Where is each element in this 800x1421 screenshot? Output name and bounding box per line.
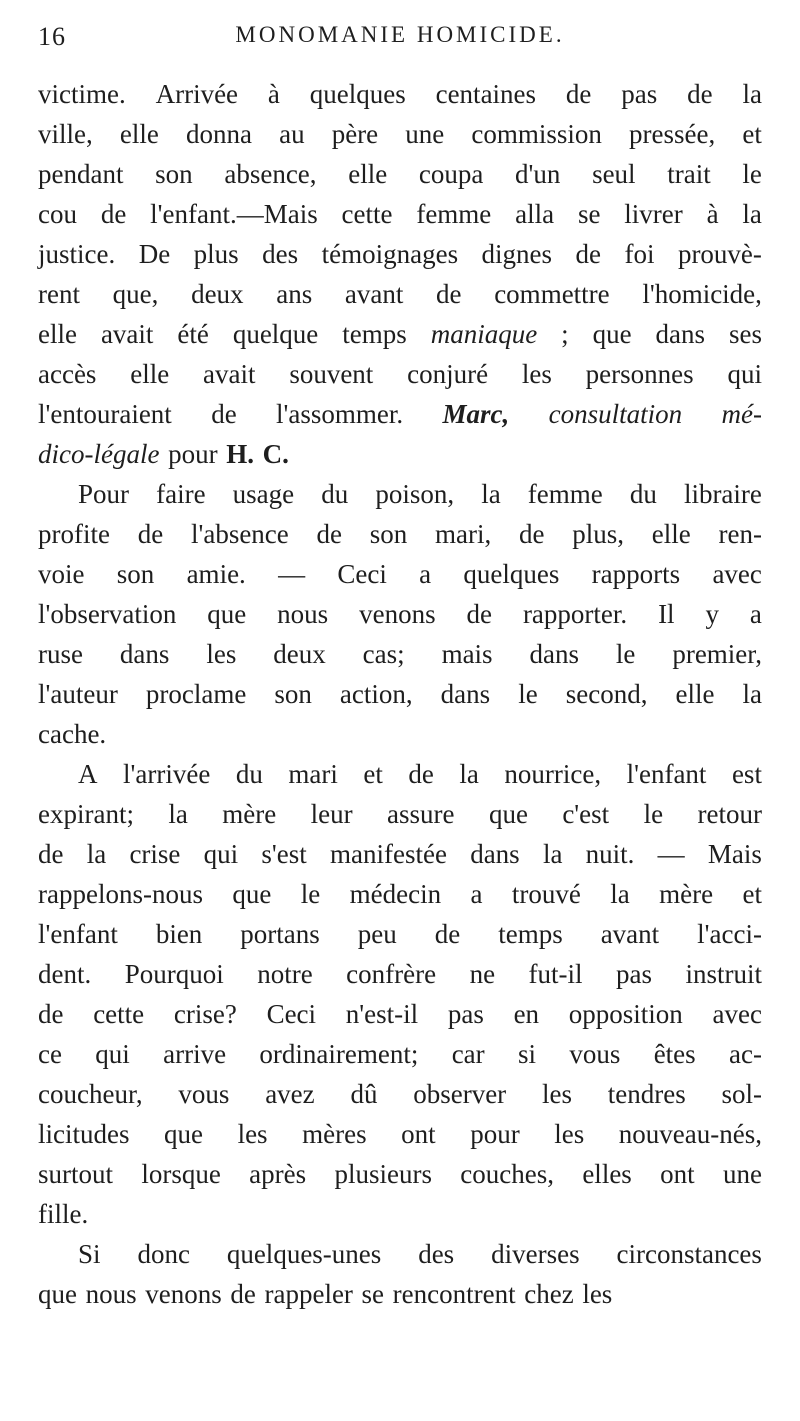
word: profite	[38, 519, 110, 549]
word: Arrivée	[155, 79, 239, 109]
word: souvent	[289, 359, 374, 389]
word: cou	[38, 199, 77, 229]
word: que,	[112, 279, 159, 309]
word: rapporter.	[522, 599, 628, 629]
word: poison,	[375, 479, 455, 509]
word: de	[38, 839, 64, 869]
word: si	[518, 1039, 537, 1069]
word: Il	[658, 599, 675, 629]
word: dico-légale	[38, 439, 160, 469]
word: avez	[265, 1079, 315, 1109]
word: deux	[273, 639, 326, 669]
word: elle	[348, 159, 388, 189]
text-line	[38, 1074, 762, 1114]
word: dans	[529, 639, 579, 669]
word: avant	[600, 919, 660, 949]
word: plus,	[572, 519, 625, 549]
word: nuit.	[585, 839, 635, 869]
word: elle	[130, 359, 170, 389]
text-line	[38, 674, 762, 714]
word: la	[86, 839, 107, 869]
text-line	[38, 1034, 762, 1074]
word: de	[230, 1279, 256, 1309]
word: tendres	[607, 1079, 686, 1109]
word: quelques	[309, 79, 406, 109]
word: nous	[277, 599, 329, 629]
word: voie	[38, 559, 85, 589]
word: commettre	[494, 279, 610, 309]
word: quelque	[232, 319, 319, 349]
word: elles	[582, 1159, 632, 1189]
word: en	[513, 999, 540, 1029]
word: personnes	[585, 359, 694, 389]
word: surtout	[38, 1159, 114, 1189]
word: mais	[441, 639, 493, 669]
page-header	[38, 22, 762, 62]
word: l'absence	[190, 519, 289, 549]
word: donc	[137, 1239, 190, 1269]
word: plus	[193, 239, 239, 269]
word: nourrice,	[504, 759, 602, 789]
word: mari,	[435, 519, 492, 549]
word: fut-il	[528, 959, 583, 989]
word: ne	[469, 959, 496, 989]
word: l'homicide,	[642, 279, 762, 309]
word: l'observation	[38, 599, 177, 629]
word: leur	[310, 799, 353, 829]
word: de	[316, 519, 343, 549]
word: faire	[156, 479, 206, 509]
word: de	[100, 199, 127, 229]
word: plusieurs	[334, 1159, 432, 1189]
text-line	[38, 594, 762, 634]
word: c'est	[562, 799, 610, 829]
word: A	[78, 759, 98, 789]
word: Si	[78, 1239, 101, 1269]
word: chez	[524, 1279, 574, 1309]
word: rent	[38, 279, 80, 309]
word: l'auteur	[38, 679, 118, 709]
word: la	[610, 879, 630, 909]
word: les	[521, 359, 552, 389]
word: donna	[185, 119, 252, 149]
text-line	[38, 994, 762, 1034]
word: accès	[38, 359, 97, 389]
word: Marc,	[442, 399, 510, 429]
word: Pourquoi	[124, 959, 224, 989]
word: ont	[401, 1119, 436, 1149]
word: ans	[276, 279, 313, 309]
word: ren-	[718, 519, 762, 549]
word: maniaque	[430, 319, 538, 349]
body-text	[38, 74, 762, 1314]
word: les	[554, 1119, 585, 1149]
word: peu	[357, 919, 397, 949]
word: temps	[498, 919, 563, 949]
word: été	[177, 319, 209, 349]
word: H.	[226, 439, 254, 469]
word: son	[369, 519, 408, 549]
word: elle	[38, 319, 77, 349]
text-line	[38, 874, 762, 914]
word: la	[168, 799, 188, 829]
word: ont	[660, 1159, 695, 1189]
word: Pour	[78, 479, 130, 509]
word: l'acci-	[697, 919, 762, 949]
word: deux	[191, 279, 244, 309]
word: dans	[119, 639, 170, 669]
word: se	[577, 199, 601, 229]
word: du	[629, 479, 657, 509]
word: elle	[675, 679, 715, 709]
word: femme	[416, 199, 492, 229]
word: au	[279, 119, 305, 149]
word: rapports	[591, 559, 681, 589]
word: vous	[569, 1039, 621, 1069]
word: opposition	[568, 999, 683, 1029]
word: femme	[527, 479, 603, 509]
word: victime.	[38, 79, 126, 109]
word: pour	[168, 439, 218, 469]
word: premier,	[672, 639, 762, 669]
word: couches,	[460, 1159, 554, 1189]
word: ville,	[38, 119, 93, 149]
text-line	[38, 194, 762, 234]
word: Ceci	[266, 999, 317, 1029]
word: médecin	[349, 879, 442, 909]
word: cas;	[362, 639, 405, 669]
word: Ceci	[337, 559, 387, 589]
word: ruse	[38, 639, 83, 669]
text-line	[38, 394, 762, 434]
word: son	[274, 679, 312, 709]
word: elle	[119, 119, 159, 149]
word: libraire	[683, 479, 762, 509]
word: dans	[470, 839, 520, 869]
text-line	[38, 834, 762, 874]
word: —	[657, 839, 685, 869]
word: observer	[413, 1079, 507, 1109]
word: Mais	[707, 839, 762, 869]
word: bien	[155, 919, 203, 949]
text-line	[38, 474, 762, 514]
word: notre	[257, 959, 313, 989]
word: de	[137, 519, 164, 549]
word: la	[742, 79, 762, 109]
word: que	[164, 1119, 204, 1149]
word: êtes	[653, 1039, 696, 1069]
text-line	[38, 74, 762, 114]
word: retour	[697, 799, 762, 829]
text-line	[38, 1114, 762, 1154]
word: coupa	[418, 159, 484, 189]
word: se	[361, 1279, 385, 1309]
word: des	[418, 1239, 455, 1269]
word: coucheur,	[38, 1079, 143, 1109]
word: les	[541, 1079, 572, 1109]
text-line	[38, 234, 762, 274]
text-line	[38, 714, 762, 754]
word: quelques-unes	[226, 1239, 382, 1269]
word: crise?	[173, 999, 237, 1029]
word: pas	[447, 999, 484, 1029]
text-line	[38, 1274, 762, 1314]
word: sol-	[721, 1079, 762, 1109]
word: de	[408, 759, 434, 789]
word: circonstances	[616, 1239, 762, 1269]
word: le	[615, 639, 636, 669]
word: avait	[100, 319, 154, 349]
word: vous	[178, 1079, 230, 1109]
word: mari	[288, 759, 338, 789]
word: seul	[592, 159, 636, 189]
word: lorsque	[141, 1159, 221, 1189]
word: ses	[729, 319, 762, 349]
word: dignes	[481, 239, 553, 269]
text-line	[38, 154, 762, 194]
word: le	[643, 799, 664, 829]
word: pendant	[38, 159, 124, 189]
text-line	[38, 1154, 762, 1194]
word: une	[405, 119, 445, 149]
word: les	[237, 1119, 268, 1149]
word: une	[722, 1159, 762, 1189]
text-line	[38, 314, 762, 354]
word: dans	[440, 679, 491, 709]
word: confrère	[346, 959, 437, 989]
word: venons	[145, 1279, 222, 1309]
word: temps	[342, 319, 407, 349]
word: —	[278, 559, 306, 589]
word: de	[434, 919, 461, 949]
word: crise	[129, 839, 181, 869]
word: père	[331, 119, 379, 149]
word: que	[592, 319, 632, 349]
word: fille.	[38, 1199, 89, 1229]
word: de	[575, 239, 601, 269]
word: de	[436, 279, 462, 309]
word: mères	[302, 1119, 367, 1149]
text-line	[38, 1194, 762, 1234]
word: du	[235, 759, 263, 789]
word: et	[363, 759, 383, 789]
word: licitudes	[38, 1119, 130, 1149]
word: conjuré	[407, 359, 489, 389]
text-line	[38, 514, 762, 554]
word: consultation	[548, 399, 683, 429]
word: mé-	[721, 399, 762, 429]
word: des	[262, 239, 299, 269]
word: venons	[359, 599, 436, 629]
word: à	[706, 199, 719, 229]
word: expirant;	[38, 799, 134, 829]
word: C.	[262, 439, 289, 469]
word: du	[321, 479, 349, 509]
word: que	[232, 879, 272, 909]
word: est	[731, 759, 762, 789]
word: que	[488, 799, 528, 829]
text-line	[38, 274, 762, 314]
word: d'un	[515, 159, 561, 189]
word: le	[300, 879, 321, 909]
word: trouvé	[511, 879, 581, 909]
word: après	[249, 1159, 307, 1189]
word: avec	[712, 999, 762, 1029]
word: car	[451, 1039, 485, 1069]
word: commission	[471, 119, 602, 149]
text-line	[38, 914, 762, 954]
word: les	[582, 1279, 613, 1309]
text-line	[38, 354, 762, 394]
word: mère	[222, 799, 277, 829]
text-line	[38, 434, 762, 474]
word: cette	[93, 999, 145, 1029]
word: pour	[470, 1119, 520, 1149]
word: portans	[240, 919, 320, 949]
running-title: MONOMANIE HOMICIDE.	[235, 22, 565, 47]
page-number: 16	[38, 22, 66, 51]
word: dent.	[38, 959, 92, 989]
word: ;	[561, 319, 569, 349]
word: a	[419, 559, 432, 589]
word: usage	[232, 479, 295, 509]
text-line	[38, 634, 762, 674]
word: que	[207, 599, 247, 629]
word: cache.	[38, 719, 107, 749]
word: rappelons-nous	[38, 879, 203, 909]
word: pressée,	[629, 119, 716, 149]
word: a	[470, 879, 483, 909]
word: arrive	[163, 1039, 227, 1069]
word: le	[742, 159, 762, 189]
word: trait	[667, 159, 711, 189]
word: l'enfant	[626, 759, 707, 789]
word: amie.	[186, 559, 246, 589]
word: de	[687, 79, 713, 109]
text-line	[38, 1234, 762, 1274]
word: de	[519, 519, 545, 549]
word: pas	[621, 79, 658, 109]
word: proclame	[145, 679, 247, 709]
word: ordinairement;	[259, 1039, 419, 1069]
word: action,	[339, 679, 413, 709]
text-line	[38, 114, 762, 154]
word: qui	[727, 359, 762, 389]
word: la	[542, 839, 563, 869]
word: cette	[341, 199, 393, 229]
word: assure	[387, 799, 455, 829]
word: livrer	[624, 199, 683, 229]
word: avait	[203, 359, 256, 389]
word: la	[742, 199, 762, 229]
word: instruit	[685, 959, 762, 989]
text-line	[38, 554, 762, 594]
word: nous	[85, 1279, 137, 1309]
text-line	[38, 954, 762, 994]
word: avant	[344, 279, 404, 309]
word: de	[565, 79, 592, 109]
word: De	[138, 239, 171, 269]
word: diverses	[491, 1239, 580, 1269]
word: que	[38, 1279, 77, 1309]
word: l'enfant.—Mais	[150, 199, 318, 229]
word: rappeler	[264, 1279, 353, 1309]
word: à	[267, 79, 280, 109]
word: elle	[651, 519, 691, 549]
word: l'assommer.	[276, 399, 404, 429]
word: a	[749, 599, 762, 629]
word: l'arrivée	[123, 759, 211, 789]
word: qui	[203, 839, 239, 869]
text-line	[38, 794, 762, 834]
word: la	[742, 679, 762, 709]
word: les	[206, 639, 237, 669]
word: justice.	[38, 239, 116, 269]
word: prouvè-	[677, 239, 762, 269]
word: quelques	[463, 559, 560, 589]
word: foi	[624, 239, 655, 269]
word: mère	[659, 879, 714, 909]
word: avec	[712, 559, 762, 589]
word: de	[466, 599, 493, 629]
word: dans	[655, 319, 706, 349]
word: et	[742, 119, 762, 149]
word: son	[155, 159, 193, 189]
word: rencontrent	[392, 1279, 516, 1309]
word: le	[518, 679, 538, 709]
word: témoignages	[321, 239, 459, 269]
word: manifestée	[330, 839, 447, 869]
text-line	[38, 754, 762, 794]
word: second,	[565, 679, 648, 709]
word: ac-	[729, 1039, 762, 1069]
word: alla	[515, 199, 555, 229]
word: qui	[95, 1039, 130, 1069]
word: n'est-il	[345, 999, 419, 1029]
word: et	[742, 879, 762, 909]
word: centaines	[435, 79, 537, 109]
word: son	[116, 559, 155, 589]
word: de	[38, 999, 64, 1029]
word: l'entouraient	[38, 399, 172, 429]
word: nouveau-nés,	[618, 1119, 762, 1149]
word: dû	[350, 1079, 378, 1109]
word: absence,	[224, 159, 317, 189]
word: la	[459, 759, 479, 789]
word: s'est	[261, 839, 307, 869]
word: pas	[615, 959, 652, 989]
word: y	[705, 599, 719, 629]
word: l'enfant	[38, 919, 118, 949]
word: ce	[38, 1039, 62, 1069]
word: la	[481, 479, 501, 509]
word: de	[211, 399, 237, 429]
